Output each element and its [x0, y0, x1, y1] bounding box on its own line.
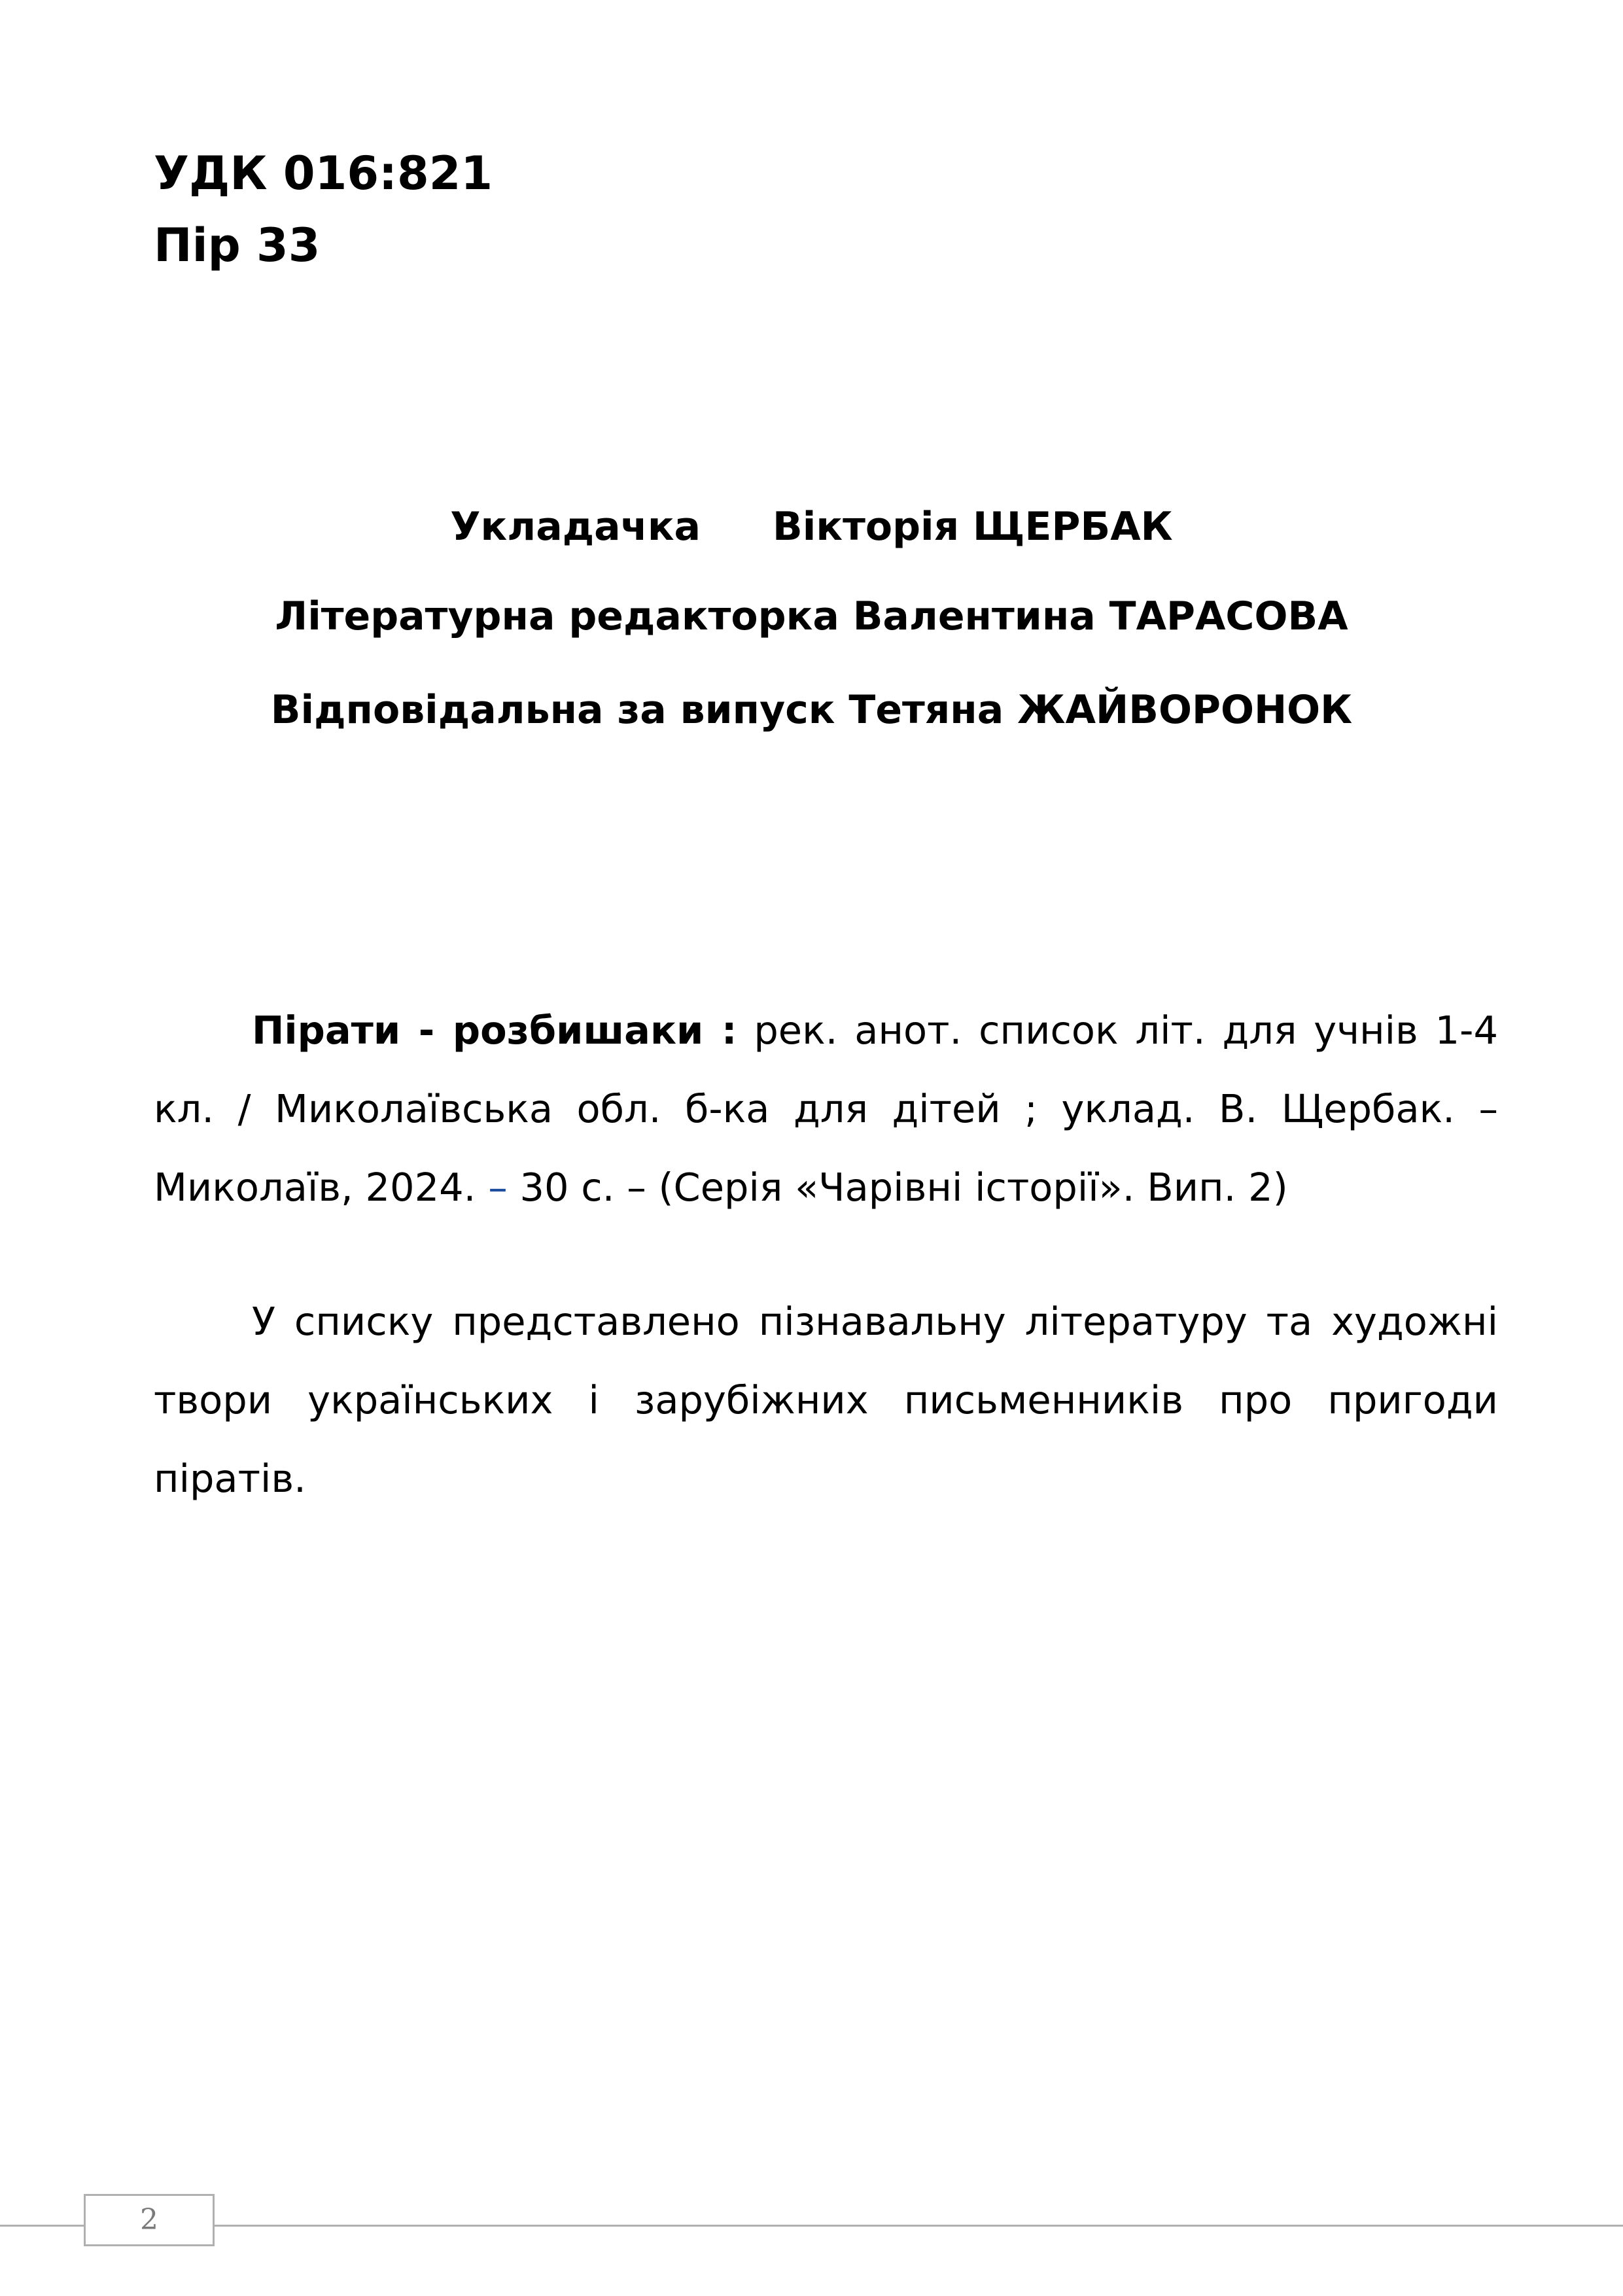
annotation-paragraph: У списку представлено пізнавальну літературу та художні твори українських і зарубіжних письменників про пригоди піратів.	[154, 1299, 1498, 1501]
bibliographic-details: рек. анот. список літ. для учнів 1-4 кл. / Миколаївська обл. б-ка для дітей ; уклад. В. Щербак. – Миколаїв, 2024.	[154, 1008, 1498, 1210]
editor-credit: Літературна редакторка Валентина ТАРАСОВА	[275, 593, 1348, 639]
book-title: Пірати - розбишаки :	[252, 1008, 737, 1053]
library-code: Пір 33	[154, 219, 321, 272]
compiler-credit	[0, 504, 1623, 550]
footer-rule	[0, 2225, 1623, 2227]
page-number: 2	[84, 2194, 215, 2246]
classification-block	[154, 137, 493, 281]
bibliographic-series: 30 с. – (Серія «Чарівні історії». Вип. 2)	[507, 1165, 1288, 1210]
compiler-role: Укладачка	[450, 504, 701, 550]
udk-code: УДК 016:821	[154, 147, 493, 200]
compiler-name: Вікторія ЩЕРБАК	[773, 504, 1173, 550]
responsible-credit: Відповідальна за випуск Тетяна ЖАЙВОРОНОК	[270, 687, 1353, 733]
bibliographic-description	[154, 991, 1498, 1227]
bibliographic-dash: –	[488, 1165, 508, 1210]
